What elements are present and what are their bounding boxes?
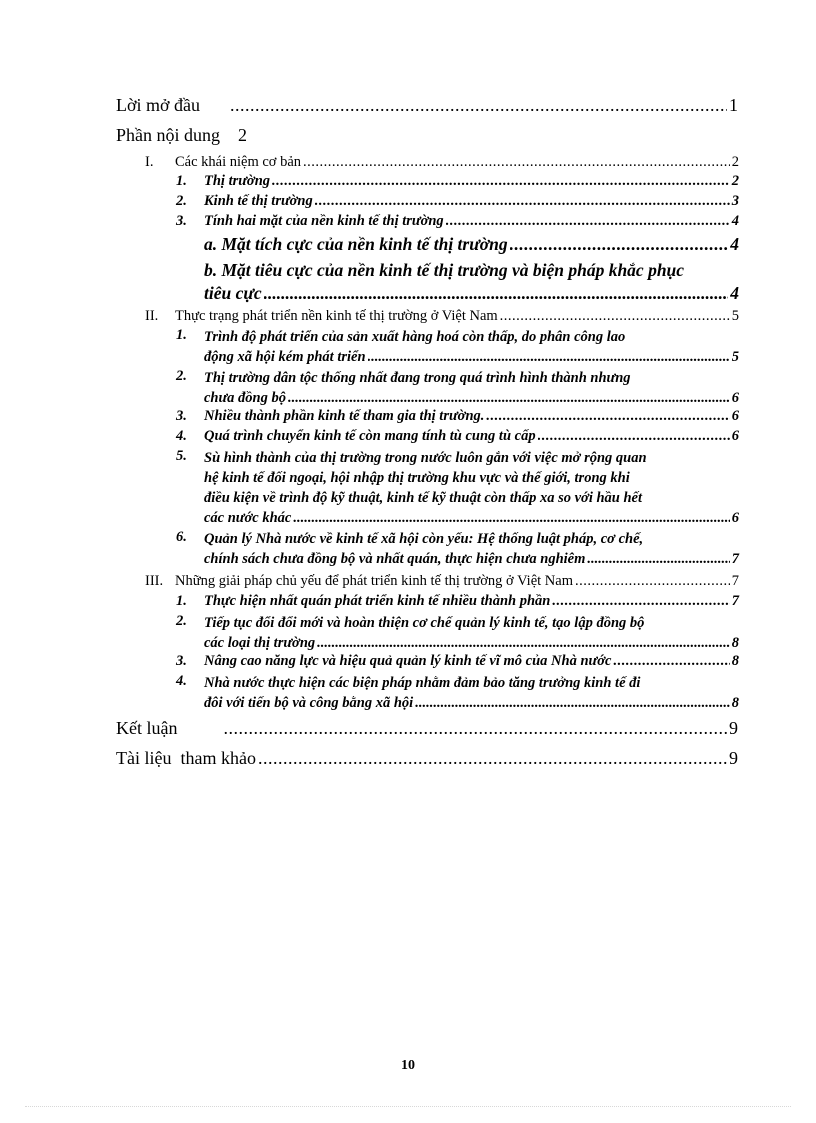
toc-item-number: 4.: [176, 428, 187, 444]
toc-entry-section-2[interactable]: [175, 308, 739, 325]
toc-page: 9: [729, 748, 738, 768]
toc-title: Nhà nước thực hiện các biện pháp nhằm đảm bảo tăng trưởng kinh tế đi: [204, 675, 641, 691]
toc-leader: [293, 508, 729, 528]
toc-title: Lời mở đầu: [116, 95, 201, 115]
toc-item-number: 3.: [176, 213, 187, 229]
toc-entry-1-2[interactable]: [204, 193, 739, 210]
toc-title: Phần nội dung: [116, 125, 221, 145]
toc-title: Các khái niệm cơ bản: [175, 154, 302, 170]
toc-leader: [264, 282, 729, 305]
toc-title: Quản lý Nhà nước về kinh tế xã hội còn yếu: Hệ thống luật pháp, cơ chế,: [204, 531, 644, 547]
toc-page: 9: [729, 718, 738, 738]
page-number: 10: [401, 1058, 415, 1073]
toc-leader: [575, 573, 730, 590]
footer-divider: [25, 1106, 791, 1107]
toc-page: 5: [731, 308, 739, 324]
toc-page: 5: [731, 349, 739, 365]
toc-title: Thực hiện nhất quán phát triển kinh tế nhiều thành phần: [204, 593, 551, 609]
toc-leader: [258, 748, 727, 769]
toc-leader: [288, 388, 730, 408]
toc-entry-conclusion[interactable]: [116, 718, 738, 739]
toc-title-continued: chính sách chưa đồng bộ và nhất quán, thực hiện chưa nghiêm: [204, 551, 586, 567]
toc-entry-content[interactable]: [116, 125, 247, 146]
toc-page: 3: [731, 193, 739, 209]
toc-page: 4: [731, 213, 739, 229]
toc-leader: [500, 308, 730, 325]
toc-leader: [272, 173, 730, 190]
toc-leader: [486, 408, 729, 425]
toc-page: 2: [238, 125, 248, 145]
toc-title: Kết luận: [116, 718, 178, 738]
toc-section-number: II.: [145, 308, 159, 324]
toc-page: 4: [730, 234, 739, 254]
toc-leader: [317, 633, 730, 653]
toc-title: Sù hình thành của thị trường trong nước luôn gắn với việc mở rộng quan: [204, 450, 647, 466]
toc-title: Kinh tế thị trường: [204, 193, 313, 209]
toc-title-continued: tiêu cực: [204, 283, 262, 303]
toc-leader: [315, 193, 730, 210]
toc-title-continued: hệ kinh tế đối ngoại, hội nhập thị trường khu vực và thế giới, trong khi: [204, 470, 630, 486]
toc-section-number: III.: [145, 573, 164, 589]
toc-page: 8: [731, 635, 739, 651]
toc-page: 8: [731, 695, 739, 711]
toc-item-number: 1.: [176, 327, 187, 343]
toc-leader: [538, 428, 730, 445]
toc-page: 6: [731, 510, 739, 526]
toc-page: 2: [731, 154, 739, 170]
toc-leader: [230, 95, 727, 116]
toc-section-number: I.: [145, 154, 154, 170]
toc-title: Tài liệu tham khảo: [116, 748, 256, 768]
toc-entry-2-5[interactable]: [204, 448, 739, 528]
toc-title: Thị trường: [204, 173, 271, 189]
toc-leader: [510, 234, 729, 255]
toc-entry-3-1[interactable]: [204, 593, 739, 610]
toc-title: b. Mặt tiêu cực của nền kinh tế thị trường và biện pháp khắc phục: [204, 260, 685, 280]
toc-leader: [587, 549, 729, 569]
toc-page: 4: [730, 283, 739, 303]
toc-title-continued: các nước khác: [204, 510, 292, 526]
toc-entry-intro[interactable]: [116, 95, 738, 116]
toc-entry-section-3[interactable]: [175, 573, 739, 590]
toc-title: Tính hai mặt của nền kinh tế thị trường: [204, 213, 444, 229]
toc-entry-2-3[interactable]: [204, 408, 739, 425]
toc-item-number: 2.: [176, 193, 187, 209]
toc-page: 7: [731, 593, 739, 609]
toc-item-number: 3.: [176, 408, 187, 424]
toc-leader: [613, 653, 729, 670]
toc-entry-3-3[interactable]: [204, 653, 739, 670]
toc-entry-3-2[interactable]: [204, 613, 739, 653]
toc-title: Nhiều thành phần kinh tế tham gia thị trường.: [204, 408, 485, 424]
toc-page: 1: [729, 95, 738, 115]
toc-title: Tiếp tục đổi đổi mới và hoàn thiện cơ chế quản lý kinh tế, tạo lập đồng bộ: [204, 615, 645, 631]
toc-leader: [368, 347, 730, 367]
toc-title: Nâng cao năng lực và hiệu quả quản lý kinh tế vĩ mô của Nhà nước: [204, 653, 612, 669]
toc-entry-section-1[interactable]: [175, 154, 739, 171]
toc-title: Thực trạng phát triển nền kinh tế thị trường ở Việt Nam: [175, 308, 498, 324]
toc-title-continued: đôi với tiến bộ và công bằng xã hội: [204, 695, 414, 711]
toc-title: Quá trình chuyển kinh tế còn mang tính tù cung tù cấp: [204, 428, 536, 444]
toc-item-number: 4.: [176, 673, 187, 689]
toc-title-continued: điều kiện về trình độ kỹ thuật, kinh tế kỹ thuật còn thấp xa so với hầu hết: [204, 490, 643, 506]
toc-item-number: 2.: [176, 368, 187, 384]
toc-entry-1-3-b[interactable]: [204, 259, 739, 305]
toc-title: a. Mặt tích cực của nền kinh tế thị trường: [204, 234, 508, 254]
toc-item-number: 3.: [176, 653, 187, 669]
toc-page: 6: [731, 428, 739, 444]
toc-entry-1-3[interactable]: [204, 213, 739, 230]
toc-title: Những giải pháp chủ yếu để phát triển kinh tế thị trường ở Việt Nam: [175, 573, 573, 589]
toc-leader: [415, 693, 730, 713]
toc-entry-2-1[interactable]: [204, 327, 739, 367]
toc-item-number: 1.: [176, 173, 187, 189]
toc-title: Trình độ phát triển của sản xuất hàng hoá còn thấp, do phân công lao: [204, 329, 626, 345]
toc-item-number: 5.: [176, 448, 187, 464]
toc-entry-2-2[interactable]: [204, 368, 739, 408]
toc-title-continued: chưa đồng bộ: [204, 390, 287, 406]
toc-entry-2-4[interactable]: [204, 428, 739, 445]
toc-entry-3-4[interactable]: [204, 673, 739, 713]
toc-title: Thị trường dân tộc thống nhất đang trong quá trình hình thành nhưng: [204, 370, 631, 386]
toc-page: 8: [731, 653, 739, 669]
toc-leader: [303, 154, 730, 171]
toc-entry-references[interactable]: [116, 748, 738, 769]
toc-item-number: 2.: [176, 613, 187, 629]
toc-page: 7: [731, 573, 739, 589]
toc-leader: [552, 593, 729, 610]
toc-item-number: 1.: [176, 593, 187, 609]
toc-item-number: 6.: [176, 529, 187, 545]
toc-page: 6: [731, 408, 739, 424]
toc-page: 6: [731, 390, 739, 406]
toc-entry-2-6[interactable]: [204, 529, 739, 569]
toc-leader: [446, 213, 730, 230]
toc-page: 7: [731, 551, 739, 567]
toc-title-continued: các loại thị trường: [204, 635, 316, 651]
toc-entry-1-3-a[interactable]: [204, 234, 739, 255]
toc-title-continued: động xã hội kém phát triển: [204, 349, 366, 365]
toc-leader: [223, 718, 727, 739]
toc-entry-1-1[interactable]: [204, 173, 739, 190]
toc-page: 2: [731, 173, 739, 189]
